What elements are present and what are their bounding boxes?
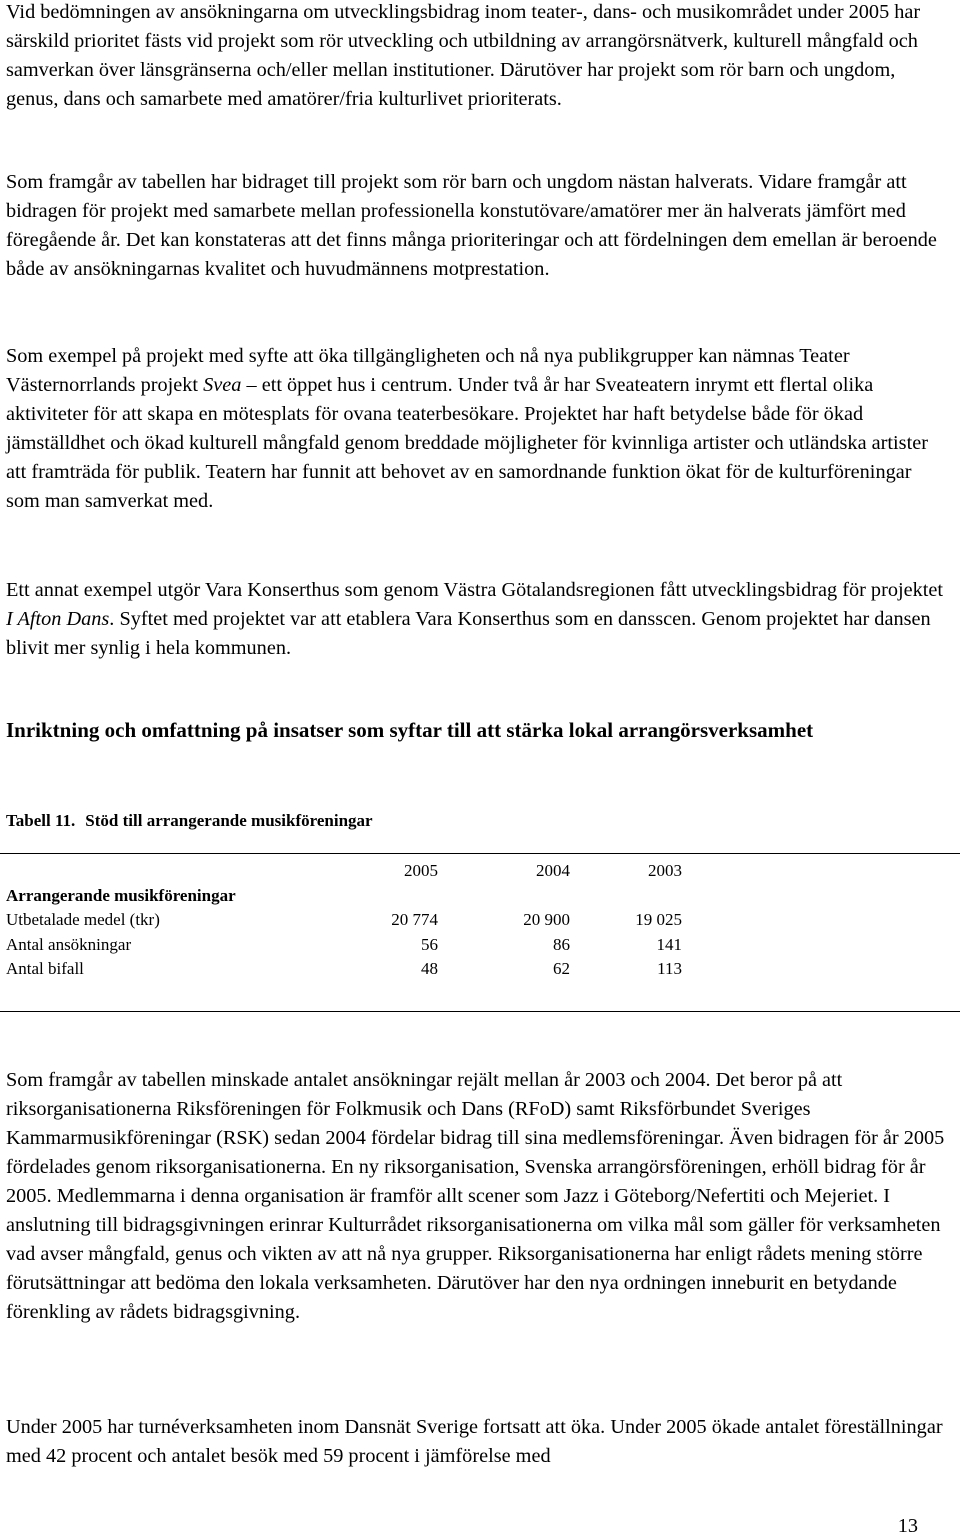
header-empty-cell [6,859,298,884]
row-label: Antal bifall [6,959,84,978]
header-year-2004: 2004 [536,861,570,880]
text-run: . Syftet med projektet var att etablera Vara Konserthus som en dansscen. Genom projektet har dansen blivit mer synlig i hela kommunen. [6,608,931,659]
text-run: Som exempel på projekt med syfte att öka tillgängligheten och nå nya publikgrupper kan nämnas Teater Västernorrlands projekt [6,345,850,396]
table-row [6,957,682,982]
cell-value: 20 774 [391,910,438,929]
table-subheading-row [6,884,682,909]
cell-value: 62 [553,959,570,978]
paragraph-applications-decrease: Som framgår av tabellen minskade antalet ansökningar rejält mellan år 2003 och 2004. Det beror på att riksorganisationerna Riksföreningen för Folkmusik och Dans (RFoD) samt Riksförbundet Sveriges Kammarmusikföreningar (RSK) sedan 2004 fördelar bidrag till sina medlemsföreningar. Även bidragen för år 2005 fördelades genom riksorganisationerna. En ny riksorganisation, Svenska arrangörsföreningen, erhöll bidrag för år 2005. Medlemmarna i denna organisation är framför allt scener som Jazz i Göteborg/Nefertiti och Mejeriet. I anslutning till bidragsgivningen erinrar Kulturrådet riksorganisationerna om vilka mål som gäller för verksamheten vad avser mångfald, genus och vikten av att nå nya grupper. Riksorganisationerna har enligt rådets mening större förutsättningar att bedöma den lokala verksamheten. Därutöver har den nya ordningen inneburit en betydande förenkling av rådets bidragsgivning. [6,1069,945,1323]
table-top-rule [0,853,960,854]
cell-value: 48 [421,959,438,978]
table-row [6,908,682,933]
section-heading: Inriktning och omfattning på insatser som syftar till att stärka lokal arrangörsverksamhet [6,718,814,742]
paragraph-prioritization: Vid bedömningen av ansökningarna om utvecklingsbidrag inom teater-, dans- och musikområdet under 2005 har särskild prioritet fästs vid projekt som rör utveckling och utbildning av arrangörsnätverk, kulturell mångfald och samverkan över länsgränserna och/eller mellan institutioner. Därutöver har projekt som rör barn och ungdom, genus, dans och samarbete med amatörer/fria kulturlivet prioriterats. [6,1,921,110]
table-label: Tabell 11. [6,811,76,830]
stats-table [6,859,682,982]
paragraph-table-summary: Som framgår av tabellen har bidraget till projekt som rör barn och ungdom nästan halverats. Vidare framgår att bidragen för projekt med samarbete mellan professionella konstutövare/amatörer mer än halverats jämfört med föregående år. Det kan konstateras att det finns många prioriteringar och att fördelningen dem emellan är beroende både av ansökningarnas kvalitet och huvudmännens motprestation. [6,171,937,280]
table-caption [6,811,373,831]
header-year-2005: 2005 [404,861,438,880]
paragraph-vara-example [6,576,950,663]
cell-value: 141 [656,934,682,954]
cell-value: 86 [553,934,570,954]
row-label: Antal ansökningar [6,934,132,954]
cell-value: 20 900 [523,910,570,929]
table-title: Stöd till arrangerande musikföreningar [85,811,373,830]
text-run: Ett annat exempel utgör Vara Konserthus som genom Västra Götalandsregionen fått utvecklingsbidrag för projektet [6,579,944,601]
paragraph-svea-example [6,342,950,516]
paragraph-dansnat: Under 2005 har turnéverksamheten inom Dansnät Sverige fortsatt att öka. Under 2005 ökade antalet föreställningar med 42 procent och antalet besök med 59 procent i jämförelse med [6,1416,943,1467]
table-subheading: Arrangerande musikföreningar [6,885,236,905]
table-row [6,933,682,958]
page-number: 13 [897,1515,918,1537]
cell-value: 113 [657,959,682,978]
table-bottom-rule [0,1011,960,1012]
row-label: Utbetalade medel (tkr) [6,910,160,929]
project-name-i-afton-dans: I Afton Dans [6,608,110,630]
header-year-2003: 2003 [648,861,682,880]
cell-value: 56 [421,934,438,954]
project-name-svea: Svea [203,374,242,396]
text-run: – ett öppet hus i centrum. Under två år har Sveateatern inrymt ett flertal olika aktiviteter för att skapa en mötesplats för ovana teaterbesökare. Projektet har haft betydelse både för ökad jämställdhet och ökad kulturell mångfald genom breddade möjligheter för kvinnliga artister och utländska artister att framträda för publik. Teatern har funnit att behovet av en samordnande funktion ökat för de kulturföreningar som man samverkat med. [6,374,928,512]
table-header-row [6,859,682,884]
cell-value: 19 025 [635,910,682,929]
